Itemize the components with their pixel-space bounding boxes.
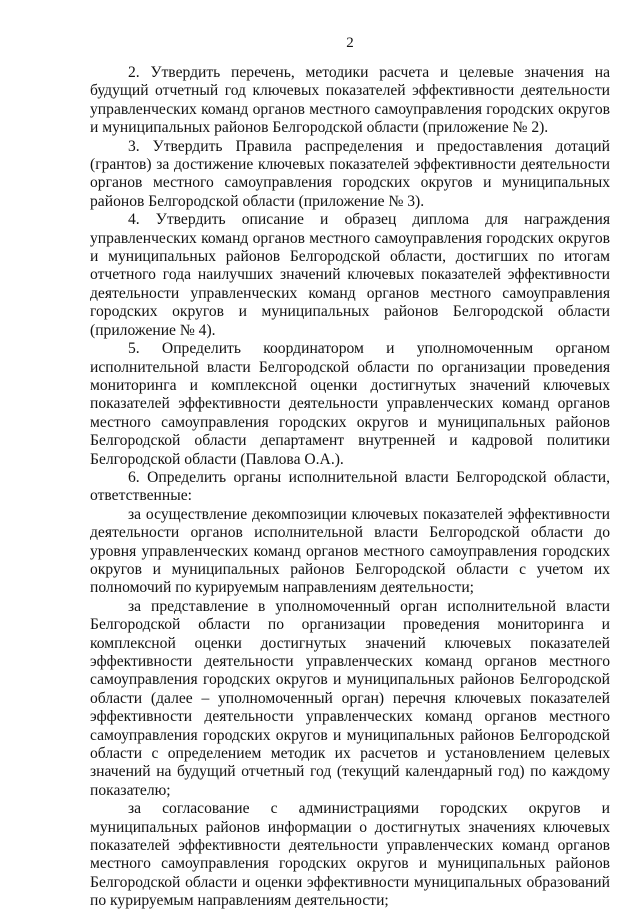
paragraph-item-6: 6. Определить органы исполнительной власти Белгородской области, ответственные: bbox=[90, 468, 610, 505]
page-number: 2 bbox=[346, 35, 354, 51]
paragraph-item-2: 2. Утвердить перечень, методики расчета и целевые значения на будущий отчетный год ключевых показателей эффективности деятельности управленческих команд органов местного самоуправления городских округов и муниципальных районов Белгородской области (приложение № 2). bbox=[90, 64, 610, 137]
paragraph-item-3: 3. Утвердить Правила распределения и предоставления дотаций (грантов) за достижение ключевых показателей эффективности деятельности органов местного самоуправления городских округов и муниципальных районов Белгородской области (приложение № 3). bbox=[90, 137, 610, 210]
document-body bbox=[90, 64, 610, 911]
paragraph-item-6-decomposition: за осуществление декомпозиции ключевых показателей эффективности деятельности органов исполнительной власти Белгородской области до уровня управленческих команд органов местного самоуправления городских округов и муниципальных районов Белгородской области с учетом их полномочий по курируемым направлениям деятельности; bbox=[90, 505, 610, 597]
paragraph-item-4: 4. Утвердить описание и образец диплома для награждения управленческих команд органов местного самоуправления городских округов и муниципальных районов Белгородской области, достигших по итогам отчетного года наилучших значений ключевых показателей эффективности деятельности управленческих команд органов местного самоуправления городских округов и муниципальных районов Белгородской области (приложение № 4). bbox=[90, 211, 610, 339]
paragraph-item-5: 5. Определить координатором и уполномоченным органом исполнительной власти Белгородской области по организации проведения мониторинга и комплексной оценки достигнутых значений ключевых показателей эффективности деятельности управленческих команд органов местного самоуправления городских округов и муниципальных районов Белгородской области департамент внутренней и кадровой политики Белгородской области (Павлова О.А.). bbox=[90, 340, 610, 468]
paragraph-item-6-coordination: за согласование с администрациями городских округов и муниципальных районов информации о достигнутых значениях ключевых показателей эффективности деятельности управленческих команд органов местного самоуправления городских округов и муниципальных районов Белгородской области и оценки эффективности муниципальных образований по курируемым направлениям деятельности; bbox=[90, 800, 610, 910]
paragraph-item-6-submission: за представление в уполномоченный орган исполнительной власти Белгородской области по организации проведения мониторинга и комплексной оценки достигнутых значений ключевых показателей эффективности деятельности управленческих команд органов местного самоуправления городских округов и муниципальных районов Белгородской области (далее – уполномоченный орган) перечня ключевых показателей эффективности деятельности управленческих команд органов местного самоуправления городских округов и муниципальных районов Белгородской области с определением методик их расчетов и установлением целевых значений на будущий отчетный год (текущий календарный год) по каждому показателю; bbox=[90, 597, 610, 799]
